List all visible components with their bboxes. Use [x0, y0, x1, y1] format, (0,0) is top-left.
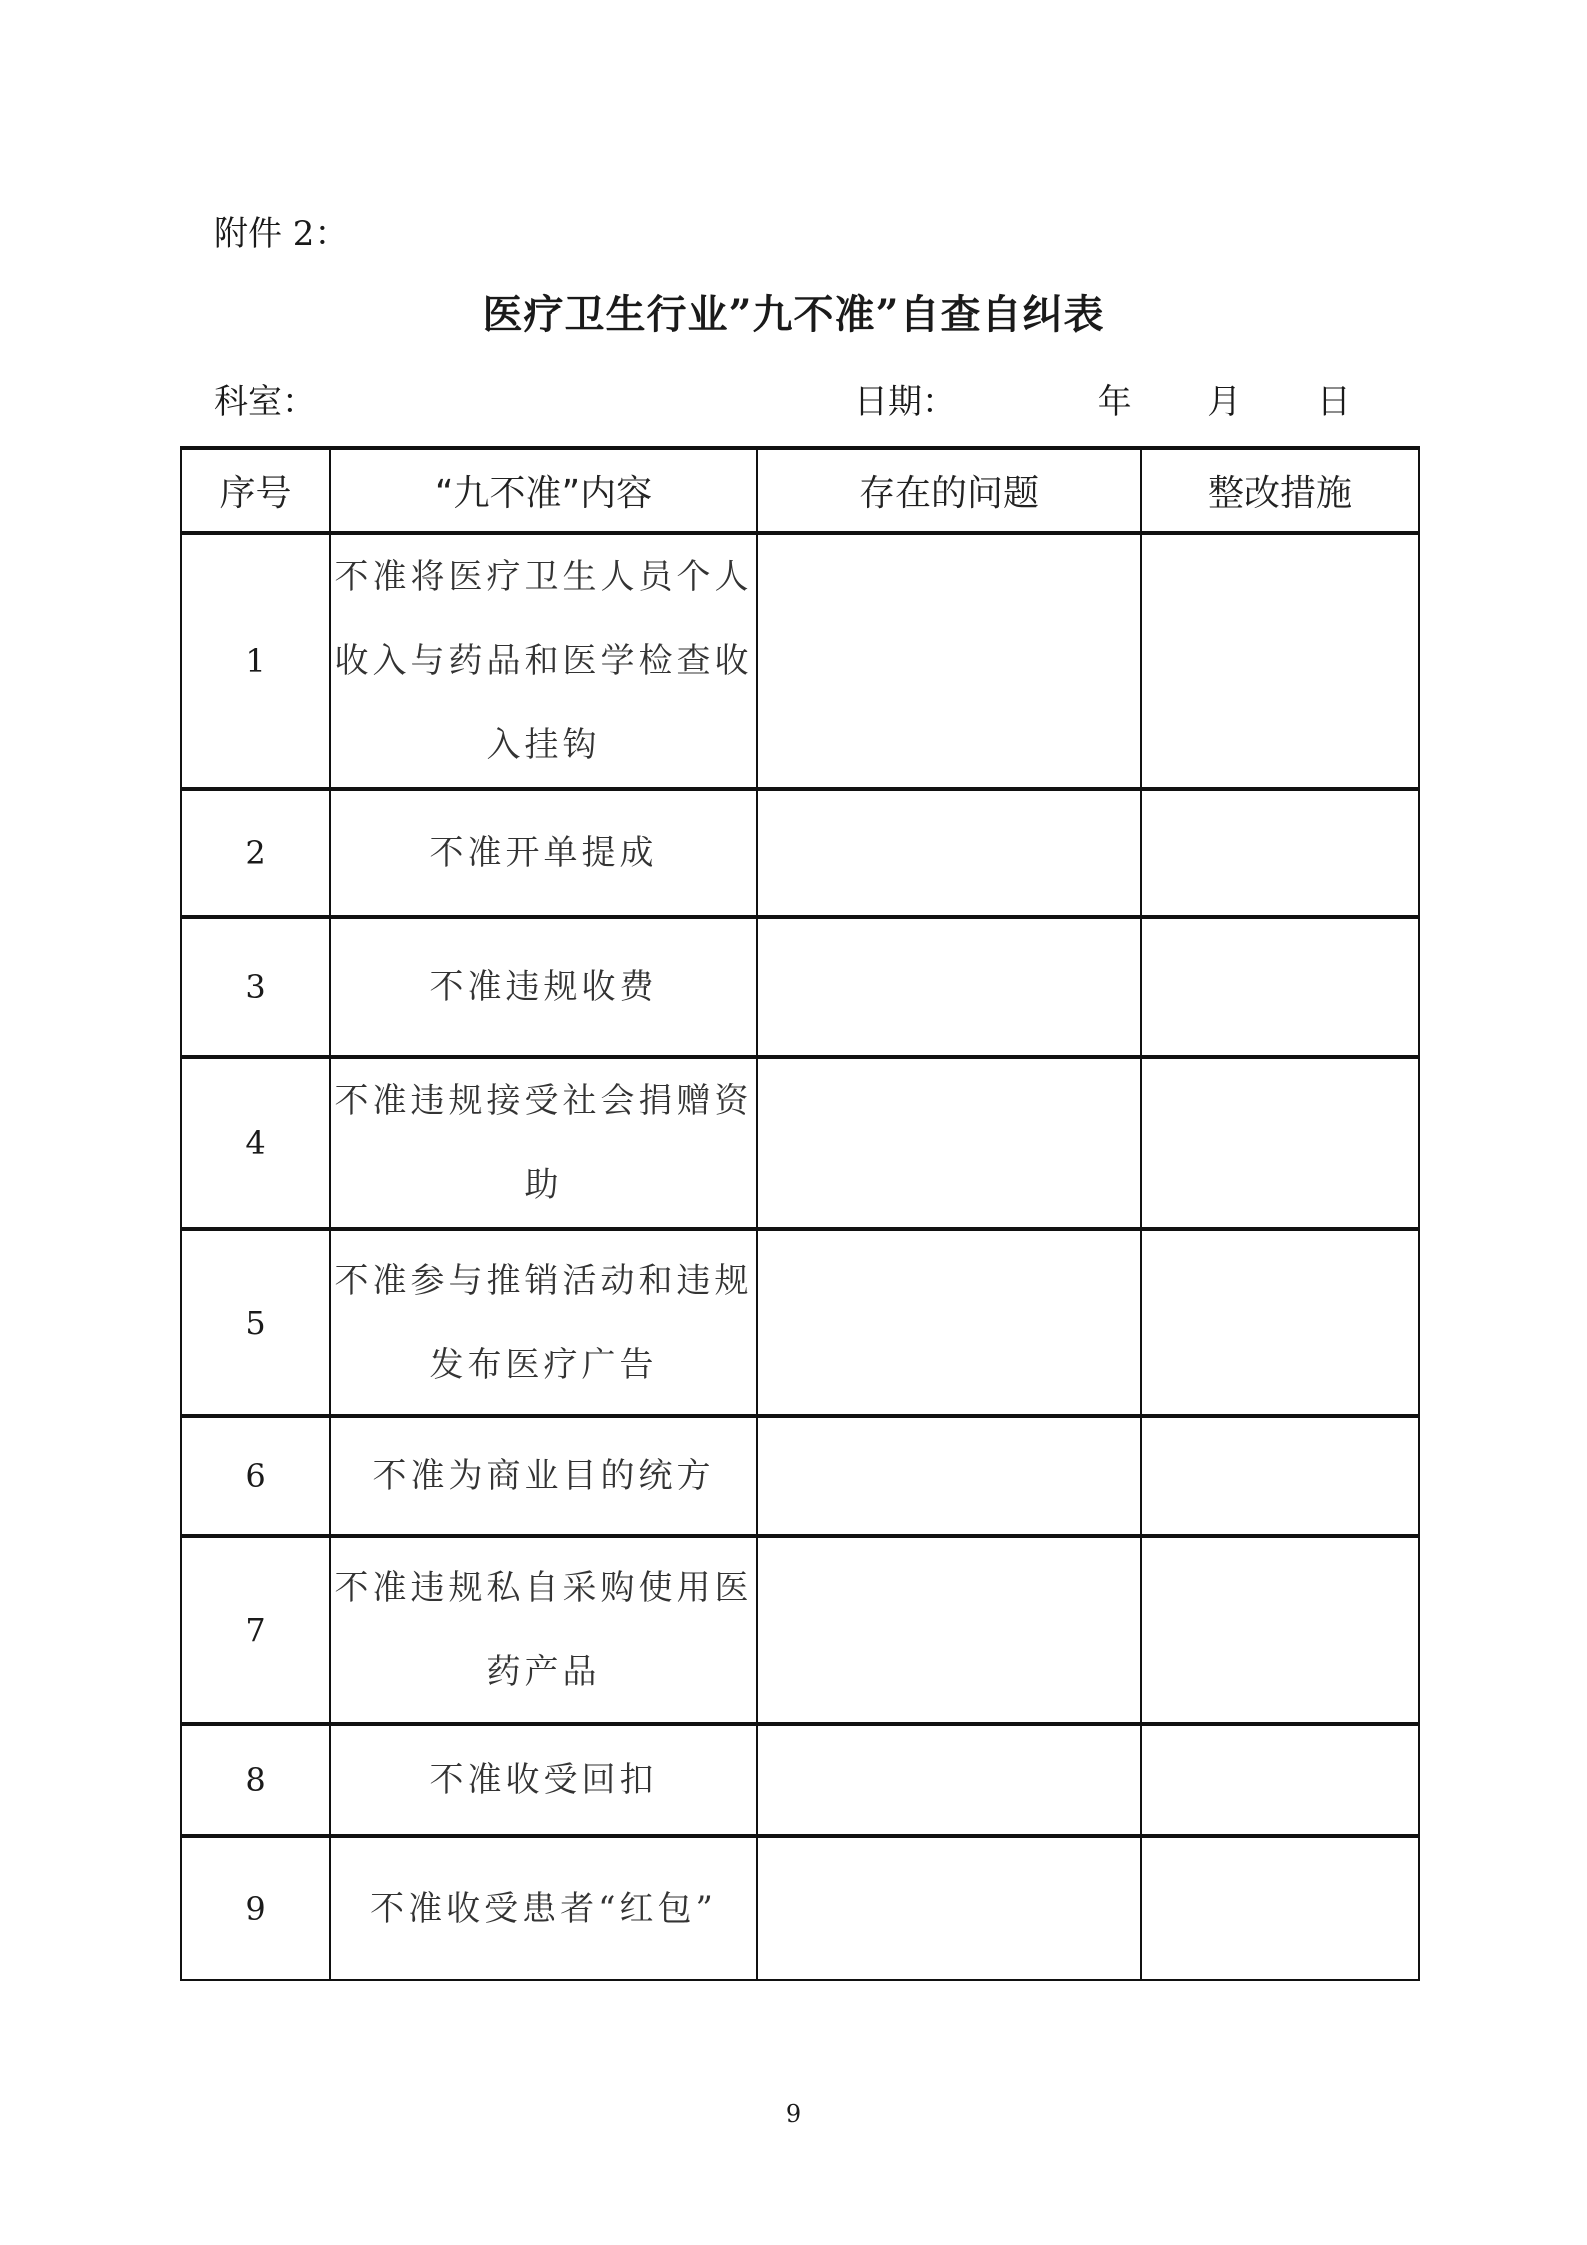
row-number: 1 — [181, 533, 330, 789]
issue-cell[interactable] — [757, 1836, 1141, 1980]
header-measures: 整改措施 — [1141, 448, 1419, 533]
issue-cell[interactable] — [757, 789, 1141, 917]
measure-cell[interactable] — [1141, 1836, 1419, 1980]
row-content: 不准收受患者“红包” — [330, 1836, 757, 1980]
header-index: 序号 — [181, 448, 330, 533]
row-content: 不准收受回扣 — [330, 1724, 757, 1836]
row-number: 5 — [181, 1229, 330, 1416]
measure-cell[interactable] — [1141, 1229, 1419, 1416]
table-row — [181, 533, 1419, 789]
row-content: 不准开单提成 — [330, 789, 757, 917]
header-issues: 存在的问题 — [757, 448, 1141, 533]
row-number: 7 — [181, 1536, 330, 1724]
measure-cell[interactable] — [1141, 789, 1419, 917]
page-title: 医疗卫生行业”九不准”自查自纠表 — [482, 291, 1105, 338]
issue-cell[interactable] — [757, 1057, 1141, 1229]
issue-cell[interactable] — [757, 917, 1141, 1057]
row-number: 3 — [181, 917, 330, 1057]
measure-cell[interactable] — [1141, 1536, 1419, 1724]
issue-cell[interactable] — [757, 533, 1141, 789]
table-row — [181, 1416, 1419, 1536]
table-row — [181, 1229, 1419, 1416]
measure-cell[interactable] — [1141, 1416, 1419, 1536]
row-number: 6 — [181, 1416, 330, 1536]
date-label: 日期： — [854, 382, 956, 422]
year-label: 年 — [1097, 382, 1132, 422]
date-line — [854, 380, 1351, 424]
row-number: 4 — [181, 1057, 330, 1229]
measure-cell[interactable] — [1141, 533, 1419, 789]
row-content: 不准参与推销活动和违规发布医疗广告 — [330, 1229, 757, 1416]
issue-cell[interactable] — [757, 1416, 1141, 1536]
row-content: 不准违规私自采购使用医药产品 — [330, 1536, 757, 1724]
self-check-table — [180, 446, 1420, 1981]
attachment-label: 附件 2： — [214, 214, 349, 254]
row-number: 8 — [181, 1724, 330, 1836]
row-content: 不准违规接受社会捐赠资助 — [330, 1057, 757, 1229]
measure-cell[interactable] — [1141, 1057, 1419, 1229]
row-content: 不准为商业目的统方 — [330, 1416, 757, 1536]
row-number: 2 — [181, 789, 330, 917]
table-row — [181, 917, 1419, 1057]
issue-cell[interactable] — [757, 1229, 1141, 1416]
page-number: 9 — [785, 2100, 802, 2128]
row-number: 9 — [181, 1836, 330, 1980]
row-content: 不准将医疗卫生人员个人收入与药品和医学检查收入挂钩 — [330, 533, 757, 789]
table-row — [181, 789, 1419, 917]
row-content: 不准违规收费 — [330, 917, 757, 1057]
issue-cell[interactable] — [757, 1724, 1141, 1836]
table-row — [181, 1057, 1419, 1229]
header-content: “九不准”内容 — [330, 448, 757, 533]
department-label: 科室： — [214, 382, 316, 422]
measure-cell[interactable] — [1141, 1724, 1419, 1836]
day-label: 日 — [1316, 382, 1351, 422]
table-row — [181, 1536, 1419, 1724]
measure-cell[interactable] — [1141, 917, 1419, 1057]
month-label: 月 — [1207, 382, 1242, 422]
table-row — [181, 1724, 1419, 1836]
table-row — [181, 1836, 1419, 1980]
table-header-row — [181, 448, 1419, 533]
issue-cell[interactable] — [757, 1536, 1141, 1724]
